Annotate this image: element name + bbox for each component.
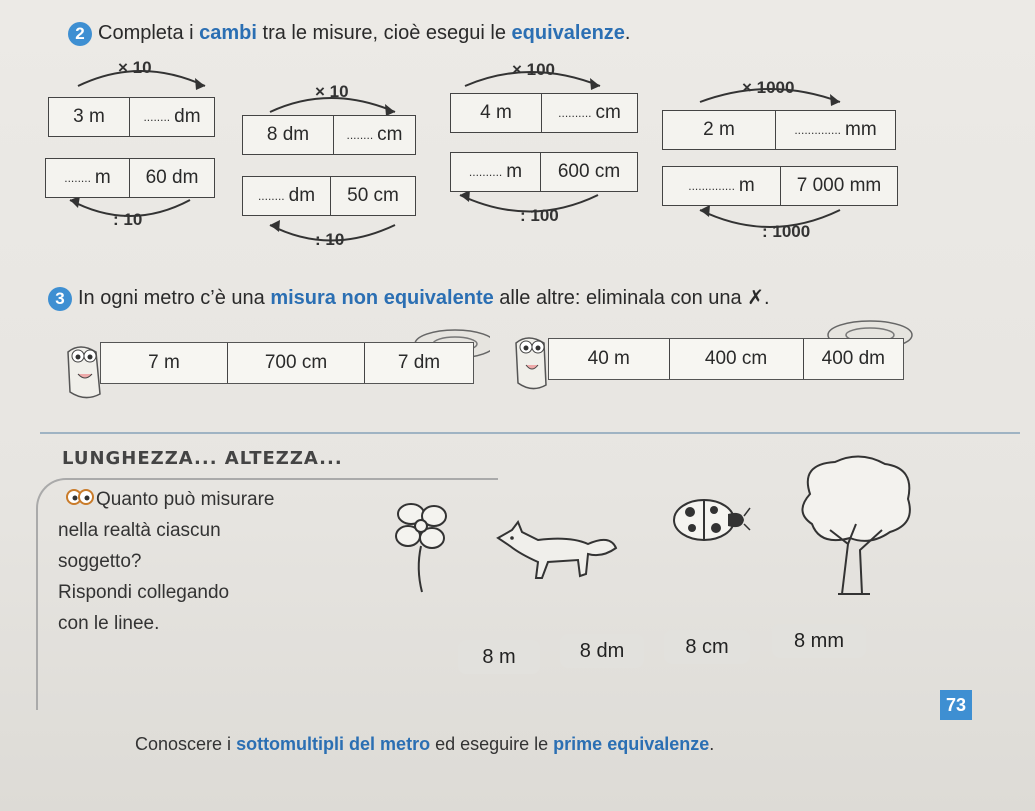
title-text: Completa i xyxy=(98,22,200,44)
title-text: tra le misure, cioè esegui le xyxy=(256,22,512,44)
given-value: 4 m xyxy=(480,102,512,123)
conversion-box-top xyxy=(662,110,896,150)
title-text: . xyxy=(624,22,631,44)
tree-icon xyxy=(790,454,920,604)
multiplier-label: × 1000 xyxy=(742,78,795,97)
given-value: 8 dm xyxy=(266,124,310,145)
tape-measure-2 xyxy=(548,338,904,380)
multiplier-label: × 10 xyxy=(315,82,349,101)
unit-label: cm xyxy=(595,102,621,123)
exercise-2-number: 2 xyxy=(68,22,92,46)
tape-measure-1 xyxy=(100,342,474,384)
tape-value[interactable]: 400 dm xyxy=(803,339,903,379)
title-bold: cambi xyxy=(199,22,257,44)
given-value: 50 cm xyxy=(330,177,415,215)
conversion-box-bottom xyxy=(450,152,638,192)
blank-dots: ........ xyxy=(64,171,91,185)
conversion-box-bottom xyxy=(662,166,898,206)
answer-8dm[interactable]: 8 dm xyxy=(560,634,644,668)
blank-dots: .......... xyxy=(468,165,503,179)
footer-bold: prime equivalenze xyxy=(553,734,710,754)
given-value: 60 dm xyxy=(129,159,214,197)
footer-text: ed eseguire le xyxy=(430,734,554,754)
title-text: . xyxy=(763,287,770,309)
answer-blank[interactable] xyxy=(243,177,330,215)
given-value: 7 000 mm xyxy=(780,167,897,205)
page-number: 73 xyxy=(940,690,972,720)
divisor-label: : 100 xyxy=(520,206,559,225)
unit-label: m xyxy=(506,161,523,182)
unit-label: dm xyxy=(174,106,201,127)
footer-bold: sottomultipli del metro xyxy=(236,734,431,754)
tape-value[interactable]: 40 m xyxy=(587,348,630,369)
answer-8m[interactable]: 8 m xyxy=(458,640,540,674)
answer-blank[interactable] xyxy=(775,111,895,149)
section-heading: LUNGHEZZA... ALTEZZA... xyxy=(62,448,343,469)
unit-label: mm xyxy=(845,119,877,140)
unit-label: dm xyxy=(288,185,316,206)
conversion-box-top xyxy=(242,115,416,155)
divisor-label: : 10 xyxy=(113,210,143,229)
divisor-label: : 1000 xyxy=(762,222,811,241)
answer-8cm[interactable]: 8 cm xyxy=(664,630,750,664)
multiplier-label: × 10 xyxy=(118,58,152,77)
answer-blank[interactable] xyxy=(46,159,129,197)
answer-blank[interactable] xyxy=(541,94,637,132)
exercise-3-title xyxy=(48,285,770,311)
title-bold: misura non equivalente xyxy=(270,287,494,309)
question-line: soggetto? xyxy=(58,551,142,572)
question-line: nella realtà ciascun xyxy=(58,520,221,541)
answer-8mm[interactable]: 8 mm xyxy=(772,624,866,658)
question-line: Quanto può misurare xyxy=(96,489,275,510)
question-line: con le linee. xyxy=(58,613,160,634)
unit-label: cm xyxy=(377,124,403,145)
tape-value[interactable]: 400 cm xyxy=(669,339,803,379)
answer-blank[interactable] xyxy=(451,153,540,191)
conversion-box-top xyxy=(48,97,215,137)
ladybug-icon xyxy=(662,484,752,554)
cross-mark: ✗ xyxy=(747,287,764,309)
title-text: In ogni metro c’è una xyxy=(78,287,271,309)
given-value: 600 cm xyxy=(540,153,637,191)
blank-dots: ........ xyxy=(143,110,171,124)
unit-label: m xyxy=(94,167,111,188)
tape-value[interactable]: 700 cm xyxy=(227,343,364,383)
question-line: Rispondi collegando xyxy=(58,582,230,603)
conversion-box-bottom xyxy=(45,158,215,198)
blank-dots: .......... xyxy=(558,106,592,120)
conversion-box-top xyxy=(450,93,638,133)
tape-value[interactable]: 7 dm xyxy=(364,343,473,383)
footer-text: . xyxy=(709,734,715,754)
blank-dots: ........ xyxy=(257,189,285,203)
title-text: alle altre: eliminala con una xyxy=(493,287,748,309)
answer-blank[interactable] xyxy=(333,116,415,154)
blank-dots: .............. xyxy=(688,179,735,193)
section-divider xyxy=(40,432,1020,434)
exercise-3-number: 3 xyxy=(48,287,72,311)
given-value: 3 m xyxy=(73,106,105,127)
title-bold: equivalenze xyxy=(511,22,625,44)
answer-blank[interactable] xyxy=(663,167,780,205)
given-value: 2 m xyxy=(703,119,735,140)
divisor-label: : 10 xyxy=(315,230,345,249)
tape-value[interactable]: 7 m xyxy=(148,352,180,373)
multiplier-label: × 100 xyxy=(512,60,556,79)
flower-icon xyxy=(386,494,456,594)
answer-blank[interactable] xyxy=(129,98,214,136)
question-text xyxy=(58,484,358,639)
blank-dots: ........ xyxy=(346,128,374,142)
footer-text: Conoscere i xyxy=(135,734,237,754)
blank-dots: .............. xyxy=(794,123,842,137)
footer-note xyxy=(135,710,1015,755)
unit-label: m xyxy=(738,175,755,196)
conversion-box-bottom xyxy=(242,176,416,216)
fox-icon xyxy=(490,518,620,588)
